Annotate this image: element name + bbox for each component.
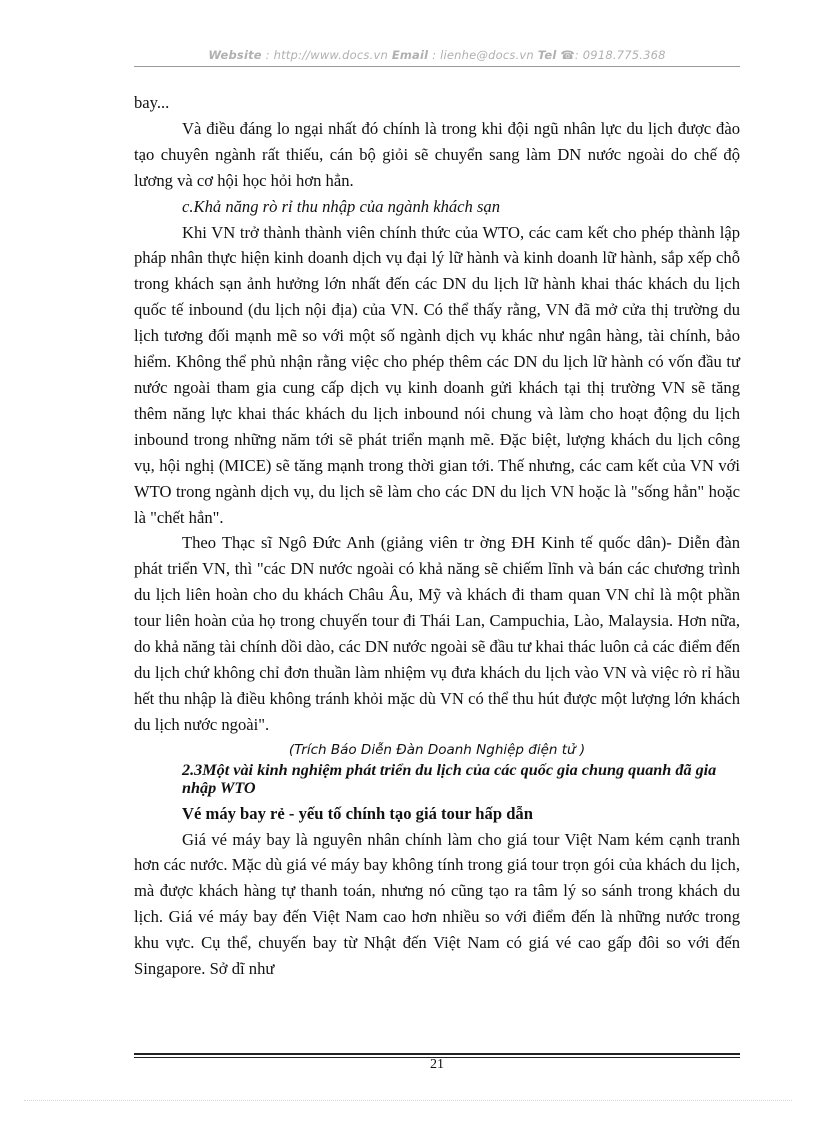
- document-body: [134, 90, 740, 982]
- paragraph-3: Khi VN trở thành thành viên chính thức của WTO, các cam kết cho phép thành lập pháp nhân thực hiện kinh doanh dịch vụ đại lý lữ hành và kinh doanh lữ hành, sắp xếp chỗ trong khách sạn ảnh hưởng lớn nhất đến các DN du lịch lữ hành khai thác khách du lịch quốc tế inbound (du lịch nội địa) của VN. Có thể thấy rằng, VN đã mở cửa thị trường du lịch tương đối mạnh mẽ so với một số ngành dịch vụ khác như ngân hàng, tài chính, bảo hiểm. Không thể phủ nhận rằng việc cho phép thêm các DN du lịch lữ hành có vốn đầu tư nước ngoài tham gia cung cấp dịch vụ kinh doanh gửi khách tại thị trường VN sẽ tăng thêm năng lực khai thác khách du lịch inbound nói chung và làm cho hoạt động du lịch inbound trong những năm tới sẽ phát triển mạnh mẽ. Đặc biệt, lượng khách du lịch công vụ, hội nghị (MICE) sẽ tăng mạnh trong thời gian tới. Thế nhưng, các cam kết của VN với WTO trong ngành dịch vụ, du lịch sẽ làm cho các DN du lịch VN hoặc là "sống hẳn" hoặc là "chết hẳn".: [134, 222, 740, 527]
- page-header: [134, 48, 740, 62]
- paragraph-5: Giá vé máy bay là nguyên nhân chính làm cho giá tour Việt Nam kém cạnh tranh hơn các nước. Mặc dù giá vé máy bay không tính trong giá tour trọn gói của khách du lịch, mà được khách hàng tự thanh toán, nhưng nó cũng tạo ra tâm lý so sánh trong khách du lịch. Giá vé máy bay đến Việt Nam cao hơn nhiều so với điểm đến là những nước trong khu vực. Cụ thể, chuyến bay từ Nhật đến Việt Nam có giá vé cao gấp đôi so với đến Singapore. Sở dĩ như: [134, 829, 740, 979]
- bold-heading: Vé máy bay rẻ - yếu tố chính tạo giá tour hấp dẫn: [182, 803, 533, 823]
- header-divider: [134, 66, 740, 67]
- page-bottom-dotted-line: [24, 1100, 792, 1101]
- footer-divider-thick: [134, 1053, 740, 1055]
- email-label: Email: [391, 48, 429, 62]
- tel-value: ☎: 0918.775.368: [556, 48, 666, 62]
- website-label: Website: [208, 48, 262, 62]
- tel-label: Tel: [537, 48, 557, 62]
- email-value: : lienhe@docs.vn: [428, 48, 538, 62]
- paragraph-2: Và điều đáng lo ngại nhất đó chính là trong khi đội ngũ nhân lực du lịch được đào tạo chuyên ngành rất thiếu, cán bộ giỏi sẽ chuyển sang làm DN nước ngoài do chế độ lương và cơ hội học hỏi hơn hẳn.: [134, 118, 740, 190]
- source-citation: (Trích Báo Diễn Đàn Doanh Nghiệp điện tử ): [288, 741, 586, 758]
- paragraph-1: bay...: [134, 93, 170, 112]
- subheading-income-leakage: c.Khả năng rò rỉ thu nhập của ngành khách sạn: [182, 196, 501, 216]
- section-heading: 2.3Một vài kinh nghiệm phát triển du lịch của các quốc gia chung quanh đã gia nhập WTO: [182, 760, 717, 797]
- paragraph-4: Theo Thạc sĩ Ngô Đức Anh (giảng viên tr ờng ĐH Kinh tế quốc dân)- Diễn đàn phát triển VN, thì "các DN nước ngoài có khả năng sẽ chiếm lĩnh và bán các chương trình du lịch liên hoàn cho du khách Châu Âu, Mỹ và khách đi tham quan VN chỉ là một phần tour liên hoàn của họ trong chuyến tour đi Thái Lan, Campuchia, Lào, Malaysia. Hơn nữa, do khả năng tài chính dồi dào, các DN nước ngoài sẽ đầu tư khai thác luôn cả các điểm đến du lịch chứ không chỉ đơn thuần làm nhiệm vụ đưa khách du lịch vào VN và việc rò rỉ hầu hết thu nhập là điều không tránh khỏi mặc dù VN có thể thu hút được một lượng lớn khách du lịch nước ngoài".: [134, 533, 740, 734]
- website-value: : http://www.docs.vn: [261, 48, 392, 62]
- page-number: 21: [430, 1057, 444, 1072]
